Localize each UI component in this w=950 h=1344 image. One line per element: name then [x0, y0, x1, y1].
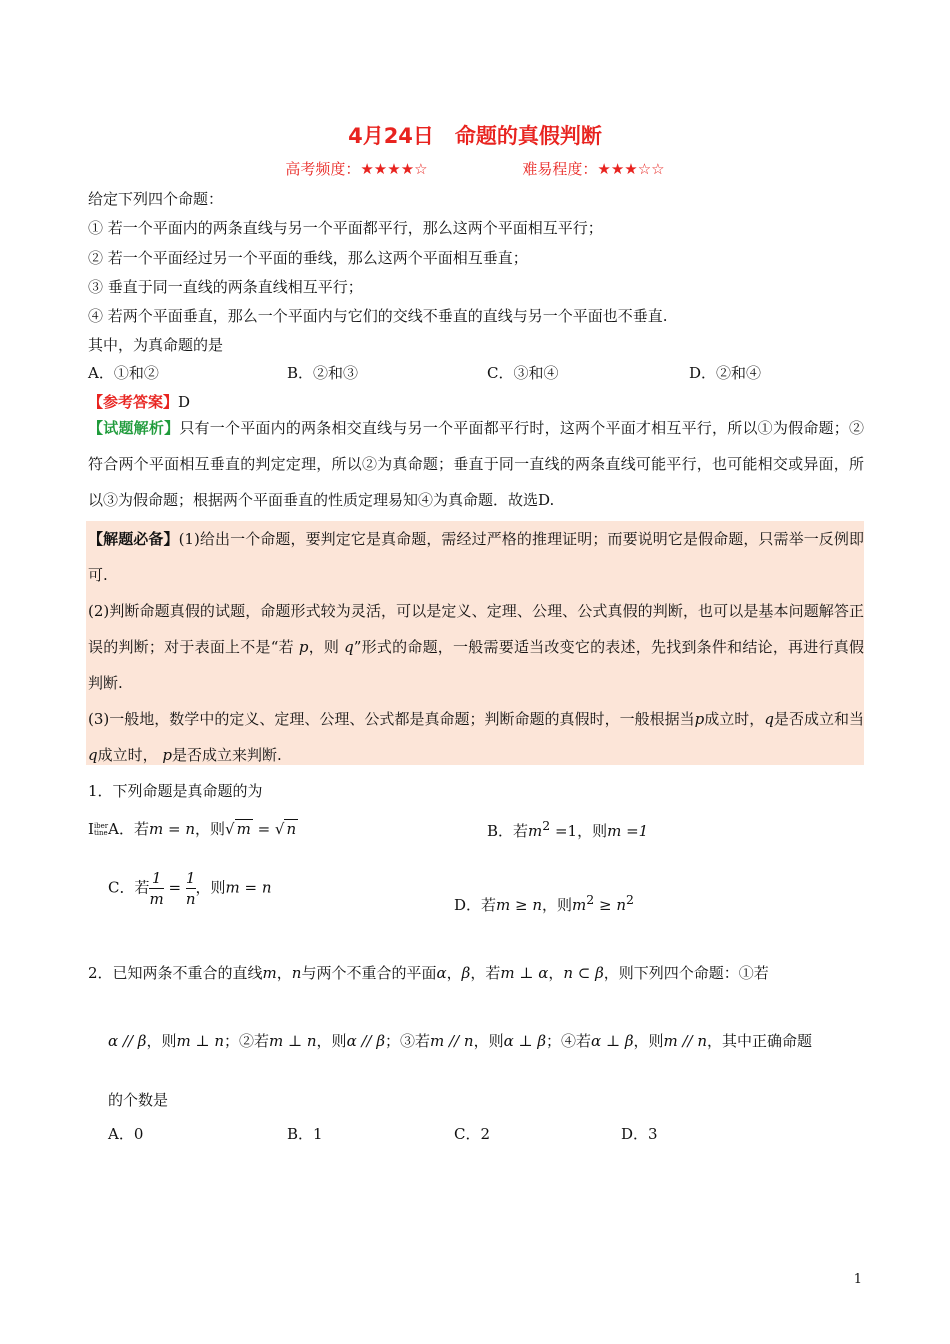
q2-tail: 的个数是: [108, 1091, 169, 1109]
subtitle: [0, 158, 950, 179]
analysis-label: 【试题解析】: [88, 419, 180, 437]
math-q: q: [344, 638, 354, 656]
tips-text-3a: (3)一般地，数学中的定义、定理、公理、公式都是真命题；判断命题的真假时，一般根据当: [88, 710, 695, 728]
proposition-4: ④ 若两个平面垂直，那么一个平面内与它们的交线不垂直的直线与另一个平面也不垂直.: [88, 307, 668, 325]
tips-text-2c: ”形式的命题，一般需要适当改变它的表述，先找到条件和结论，再进行真假判断.: [88, 638, 864, 692]
q1-option-c: C．若 $\frac{1}{m}$ = $\frac{1}{n}$ ，则m = n: [108, 869, 272, 908]
q2-option-d: D．3: [621, 1125, 658, 1143]
math-p: p: [694, 710, 705, 728]
page-number: 1: [853, 1272, 862, 1287]
tips-text-3c: 是否成立和当: [773, 710, 864, 728]
tips-text-1: (1)给出一个命题，要判定它是真命题，需经过严格的推理证明；而要说明它是假命题，只需举一反例即可.: [88, 530, 864, 584]
tips-paragraph-3: [88, 701, 864, 773]
tips-text-3e: 是否成立来判断.: [172, 746, 282, 764]
answer-line: [88, 391, 190, 412]
page-title: 4月24日 命题的真假判断: [348, 124, 602, 148]
proposition-3: ③ 垂直于同一直线的两条直线相互平行；: [88, 278, 363, 296]
analysis-text: 只有一个平面内的两条相交直线与另一个平面都平行时，这两个平面才相互平行，所以①为假命题；②符合两个平面相互垂直的判定定理，所以②为真命题；垂直于同一直线的两条直线可能平行，也可能相交或异面，所以③为假命题；根据两个平面垂直的性质定理易知④为真命题．故选D.: [88, 419, 864, 509]
option-b: B．②和③: [287, 364, 359, 382]
tips-text-3d: 成立时，: [97, 746, 158, 764]
option-d: D．②和④: [689, 364, 762, 382]
answer-value: D: [178, 393, 191, 411]
option-a: A．①和②: [88, 364, 159, 382]
intro-text: 给定下列四个命题：: [88, 190, 224, 208]
q2-option-a: A．0: [108, 1125, 144, 1143]
proposition-2: ② 若一个平面经过另一个平面的垂线，那么这两个平面相互垂直；: [88, 249, 528, 267]
tips-text-2b: ，则: [308, 638, 340, 656]
question-text: 其中，为真命题的是: [88, 336, 224, 354]
tips-paragraph-1: [88, 521, 864, 593]
tips-text-2a: (2)判断命题真假的试题，命题形式较为灵活，可以是定义、定理、公理、公式真假的判断，也可以是基本问题解答正误的判断；对于表面上不是“若: [88, 602, 864, 656]
frequency-rating: 高考频度：★★★★☆: [285, 160, 428, 178]
analysis-paragraph: [88, 410, 864, 518]
q1-option-a: I iber tine A．若m = n，则√ m = √ n: [88, 820, 297, 838]
q2-option-c: C．2: [454, 1125, 491, 1143]
answer-label: 【参考答案】: [88, 393, 179, 411]
tips-label: 【解题必备】: [88, 530, 179, 548]
q1-option-b: B．若$m^2 =1$，则m =1: [487, 818, 649, 840]
q1-stem: 1．下列命题是真命题的为: [88, 782, 263, 800]
tips-paragraph-2: [88, 593, 864, 701]
margin-mark: I iber tine: [88, 820, 109, 838]
q2-stem: 2．已知两条不重合的直线m，n与两个不重合的平面α，β，若m ⊥ α，n ⊂ β，则下列四个命题：①若: [88, 964, 769, 982]
option-c: C．③和④: [487, 364, 559, 382]
q2-option-b: B．1: [287, 1125, 323, 1143]
difficulty-rating: 难易程度：★★★☆☆: [522, 160, 665, 178]
proposition-1: ① 若一个平面内的两条直线与另一个平面都平行，那么这两个平面相互平行；: [88, 219, 603, 237]
q1-option-d: D．若m ≥ n，则$m^2 \ge n^2$: [454, 892, 634, 914]
math-q: q: [764, 710, 774, 728]
math-p: p: [298, 638, 309, 656]
tips-text-3b: 成立时，: [704, 710, 765, 728]
math-q: q: [88, 746, 98, 764]
math-p: p: [162, 746, 173, 764]
q2-conditions: α // β，则m ⊥ n；②若m ⊥ n，则α // β；③若m // n，则α ⊥ β；④若α ⊥ β，则m // n，其中正确命题: [108, 1032, 813, 1050]
